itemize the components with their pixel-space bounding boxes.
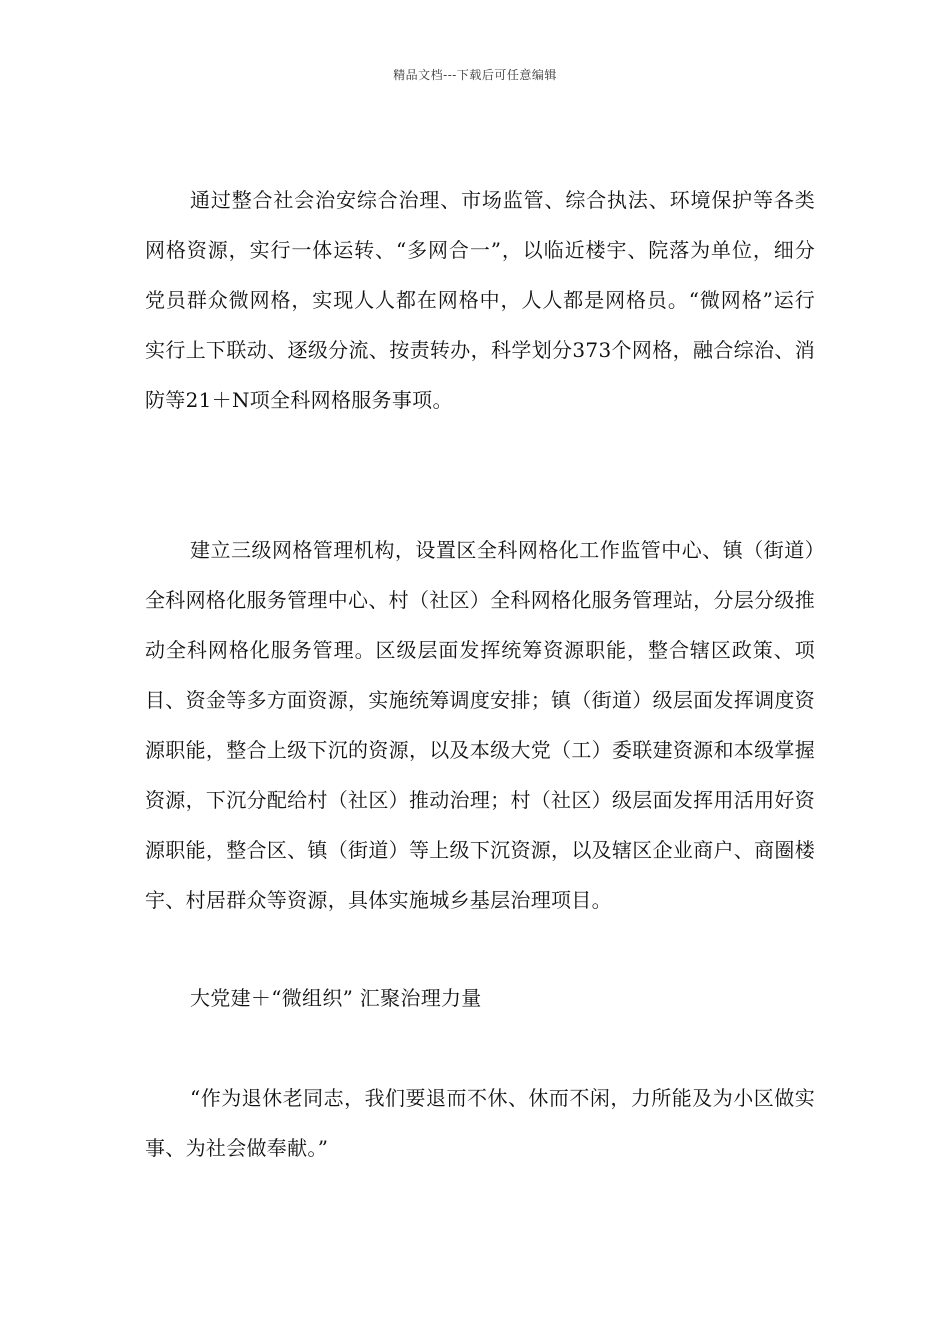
page-header: 精品文档---下载后可任意编辑 [393, 68, 557, 82]
paragraph-three-level-management: 建立三级网格管理机构，设置区全科网格化工作监管中心、镇（街道）全科网格化服务管理中心、村（社区）全科网格化服务管理站，分层分级推动全科网格化服务管理。区级层面发挥统筹资源职能，整合辖区政策、项目、资金等多方面资源，实施统筹调度安排；镇（街道）级层面发挥调度资源职能，整合上级下沉的资源，以及本级大党（工）委联建资源和本级掌握资源，下沉分配给村（社区）推动治理；村（社区）级层面发挥用活用好资源职能，整合区、镇（街道）等上级下沉资源，以及辖区企业商户、商圈楼宇、村居群众等资源，具体实施城乡基层治理项目。 [145, 538, 815, 912]
paragraph-quote: “作为退休老同志，我们要退而不休、休而不闲，力所能及为小区做实事、为社会做奉献。” [145, 1086, 815, 1160]
paragraph-grid-integration: 通过整合社会治安综合治理、市场监管、综合执法、环境保护等各类网格资源，实行一体运转、“多网合一”，以临近楼宇、院落为单位，细分党员群众微网格，实现人人都在网格中，人人都是网格员。“微网格”运行实行上下联动、逐级分流、按责转办，科学划分373个网格，融合综治、消防等21＋N项全科网格服务事项。 [145, 188, 815, 412]
section-heading: 大党建＋“微组织” 汇聚治理力量 [190, 986, 482, 1010]
